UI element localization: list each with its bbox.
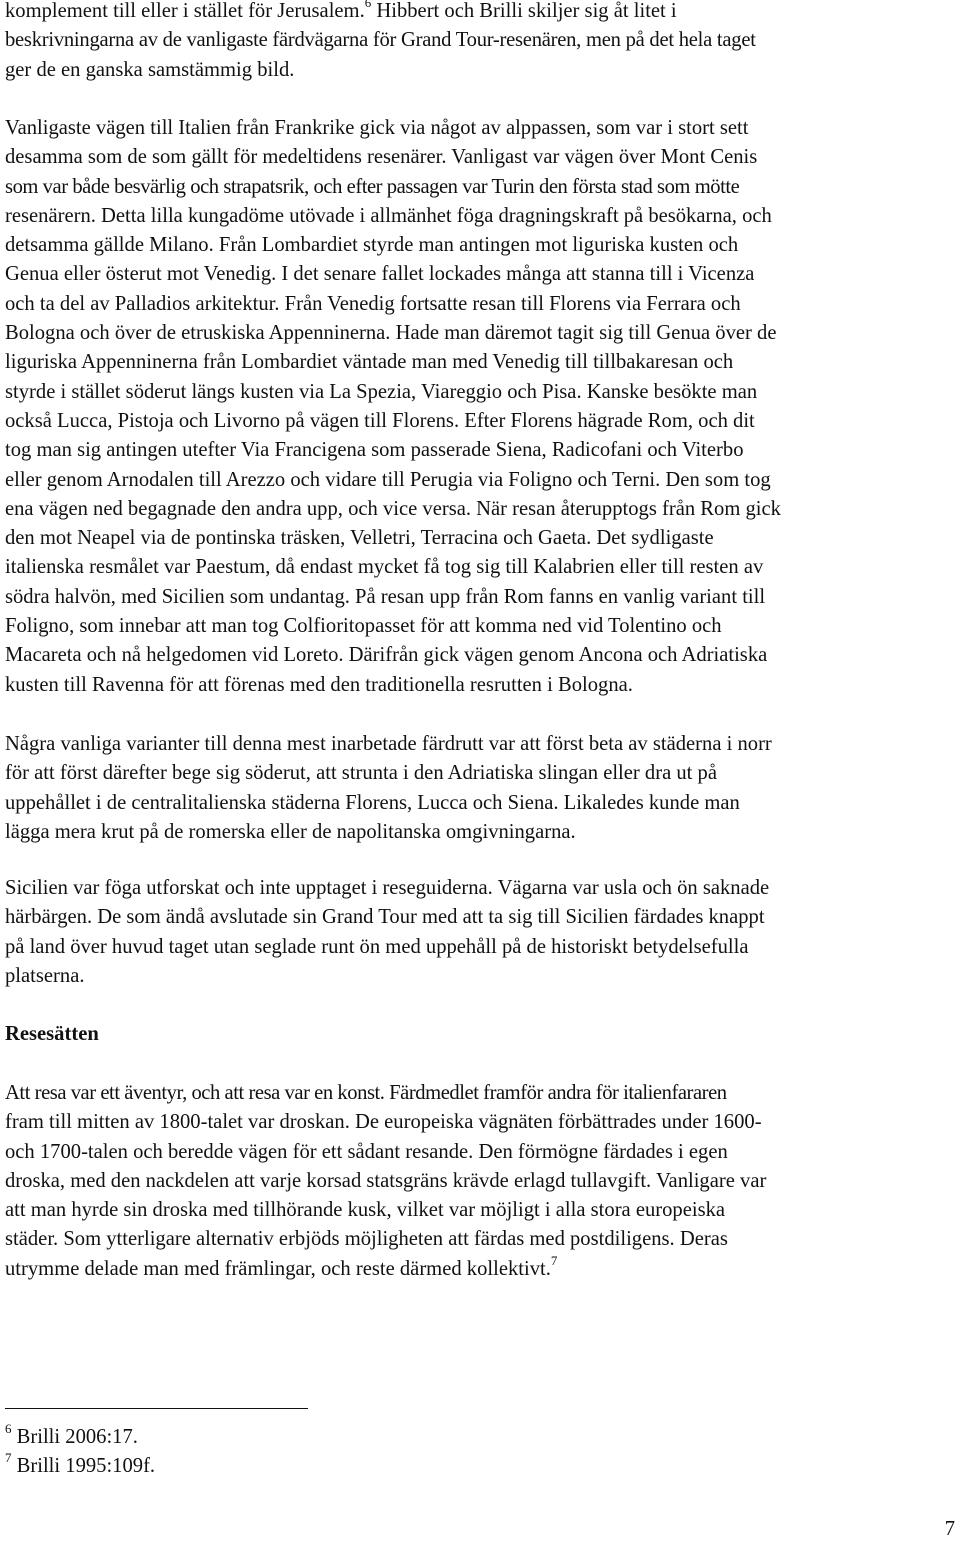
text-line: italienska resmålet var Paestum, då endast mycket få tog sig till Kalabrien eller till resten av [5, 556, 764, 579]
text-line: beskrivningarna av de vanligaste färdvägarna för Grand Tour-resenären, men på det hela taget [5, 29, 756, 52]
text-line: södra halvön, med Sicilien som undantag. På resan upp från Rom fanns en vanlig variant till [5, 585, 766, 608]
text-line: städer. Som ytterligare alternativ erbjöds möjligheten att färdas med postdiligens. Deras [5, 1228, 728, 1251]
footnote-reference[interactable]: 6 [364, 0, 372, 11]
text-line: för att först därefter bege sig söderut, att strunta i den Adriatiska slingan eller dra ut på [5, 762, 717, 785]
text-line: Vanligaste vägen till Italien från Frankrike gick via något av alppassen, som var i stort sett [5, 117, 749, 139]
text-line: uppehållet i de centralitalienska städerna Florens, Lucca och Siena. Likaledes kunde man [5, 791, 740, 814]
text-line: Bologna och över de etruskiska Appenninerna. Hade man däremot tagit sig till Genua över de [5, 322, 777, 345]
text-line: och 1700-talen och beredde vägen för ett sådant resande. Den förmögne färdades i egen [5, 1140, 728, 1163]
text-line: Några vanliga varianter till denna mest inarbetade färdrutt var att först beta av städerna i norr [5, 733, 772, 755]
text-line: desamma som de som gällt för medeltidens resenärer. Vanligast var vägen över Mont Cenis [5, 146, 758, 169]
text-line: Genua eller österut mot Venedig. I det senare fallet lockades många att stanna till i Vicenza [5, 263, 755, 286]
text-line: den mot Neapel via de pontinska träsken, Velletri, Terracina och Gaeta. Det sydligaste [5, 527, 714, 550]
text-line: ger de en ganska samstämmig bild. [5, 58, 295, 81]
text-line: på land över huvud taget utan seglade runt ön med uppehåll på de historiskt betydelsefulla [5, 935, 749, 958]
text-line: utrymme delade man med främlingar, och reste därmed kollektivt.$^7$ [5, 1252, 558, 1280]
routes-paragraph [5, 114, 955, 700]
text-line: komplement till eller i stället för Jerusalem.$^6$ Hibbert och Brilli skiljer sig åt litet i [5, 0, 955, 26]
footnote-6: $^6$ Brilli 2006:17. [5, 1421, 138, 1448]
text-line: lägga mera krut på de romerska eller de napolitanska omgivningarna. [5, 820, 576, 843]
text-line: Att resa var ett äventyr, och att resa var en konst. Färdmedlet framför andra för italienfararen [5, 1082, 727, 1104]
footnote-number: 7 [5, 1450, 12, 1466]
text-line: härbärgen. De som ändå avslutade sin Grand Tour med att ta sig till Sicilien färdades knappt [5, 906, 765, 929]
text-line: kusten till Ravenna för att förenas med den traditionella resrutten i Bologna. [5, 673, 633, 696]
text-line: att man hyrde sin droska med tillhörande kusk, vilket var möjligt i alla stora europeiska [5, 1199, 726, 1222]
footnote-7: $^7$ Brilli 1995:109f. [5, 1450, 156, 1477]
variants-paragraph [5, 730, 955, 847]
travel-paragraph [5, 1079, 955, 1284]
text-line: resenärern. Detta lilla kungadöme utövade i allmänhet föga dragningskraft på besökarna, och [5, 204, 772, 227]
footnote-divider [5, 1408, 308, 1409]
text-line: ena vägen ned begagnade den andra upp, och vice versa. När resan återupptogs från Rom gick [5, 497, 781, 520]
text-line: Foligno, som innebar att man tog Colfioritopasset för att komma ned vid Tolentino och [5, 615, 722, 638]
text-line: som var både besvärlig och strapatsrik, och efter passagen var Turin den första stad som mötte [5, 175, 740, 198]
text-line: fram till mitten av 1800-talet var droskan. De europeiska vägnäten förbättrades under 1600- [5, 1111, 762, 1134]
text-line: liguriska Appenninerna från Lombardiet väntade man med Venedig till tillbakaresan och [5, 351, 734, 374]
footnote-number: 6 [5, 1421, 12, 1437]
page-number: 7 [944, 1518, 955, 1540]
text-line: tog man sig antingen utefter Via Francigena som passerade Siena, Radicofani och Viterbo [5, 439, 744, 462]
text-line: droska, med den nackdelen att varje korsad statsgräns krävde erlagd tullavgift. Vanligare var [5, 1169, 767, 1192]
text-line: och ta del av Palladios arkitektur. Från Venedig fortsatte resan till Florens via Ferrara och [5, 292, 741, 315]
text-line: Macareta och nå helgedomen vid Loreto. Därifrån gick vägen genom Ancona och Adriatiska [5, 644, 768, 667]
text-line: styrde i stället söderut längs kusten via La Spezia, Viareggio och Pisa. Kanske besökte man [5, 380, 758, 403]
sicily-paragraph [5, 874, 955, 991]
text-line: platserna. [5, 964, 85, 987]
text-line: Sicilien var föga utforskat och inte upptaget i reseguiderna. Vägarna var usla och ön saknade [5, 877, 770, 899]
text-line: också Lucca, Pistoja och Livorno på vägen till Florens. Efter Florens hägrade Rom, och dit [5, 409, 755, 432]
intro-paragraph [5, 0, 955, 85]
text-line: eller genom Arnodalen till Arezzo och vidare till Perugia via Foligno och Terni. Den som tog [5, 468, 771, 491]
text-line: detsamma gällde Milano. Från Lombardiet styrde man antingen mot liguriska kusten och [5, 234, 739, 257]
section-heading: Resesätten [5, 1023, 99, 1045]
footnote-reference[interactable]: 7 [550, 1252, 558, 1268]
